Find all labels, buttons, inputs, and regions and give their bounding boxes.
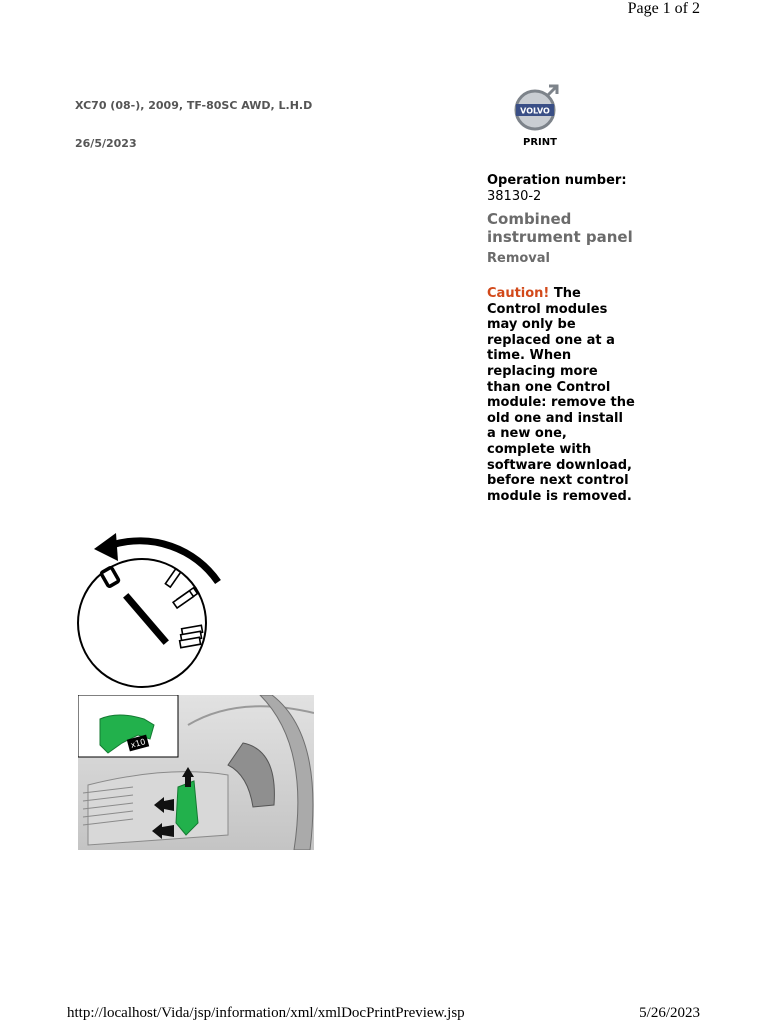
inset-badge: x10 (129, 737, 147, 750)
caution-text: The Control modules may only be replaced one at a time. When replacing more than one Control module: remove the old one and install a new one, complete with software download, before next control module is removed. (487, 286, 635, 504)
ignition-switch-figure (76, 525, 226, 690)
panel-part (176, 781, 198, 835)
caution-label: Caution! (487, 286, 550, 301)
operation-panel (487, 173, 647, 504)
operation-number: 38130-2 (487, 189, 542, 204)
volvo-logo (513, 84, 561, 132)
caution-note (487, 286, 635, 504)
logo-text: VOLVO (520, 106, 550, 116)
arrow-head (94, 533, 118, 561)
page-number: Page 1 of 2 (627, 0, 700, 17)
document-date: 26/5/2023 (75, 137, 137, 150)
operation-title: Combined instrument panel (487, 210, 633, 246)
operation-number-label: Operation number: (487, 173, 627, 188)
footer-date: 5/26/2023 (639, 1005, 700, 1021)
footer-url: http://localhost/Vida/jsp/information/xml/xmlDocPrintPreview.jsp (67, 1005, 465, 1021)
dashboard-removal-figure (78, 695, 314, 850)
operation-subtitle: Removal (487, 251, 551, 266)
vehicle-info: XC70 (08-), 2009, TF-80SC AWD, L.H.D (75, 99, 313, 112)
print-link[interactable]: PRINT (523, 137, 557, 148)
